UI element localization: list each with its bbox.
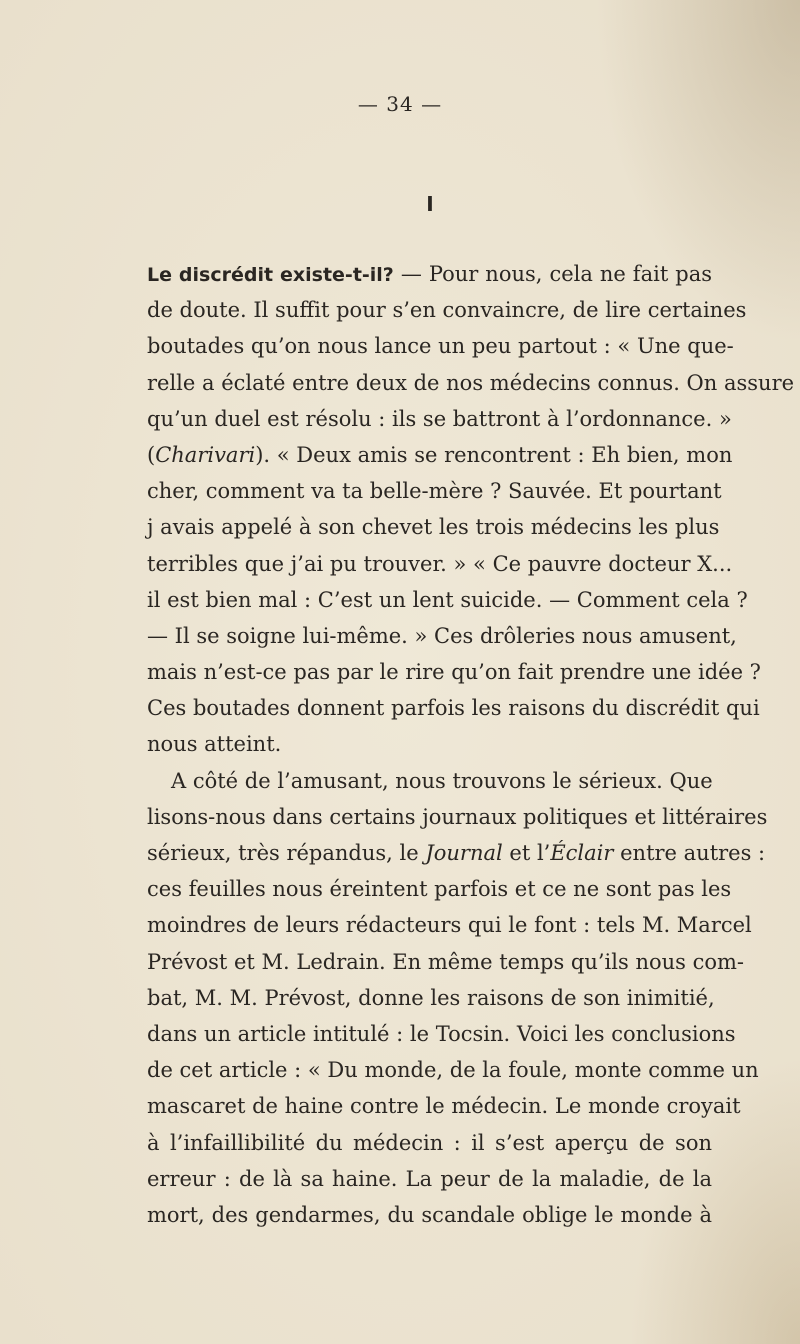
text-line: mais n’est-ce pas par le rire qu’on fait prendre une idée ? (147, 660, 761, 685)
page-number: — 34 — (357, 92, 443, 116)
text-line: j avais appelé à son chevet les trois médecins les plus (147, 515, 720, 540)
text-line: à l’infaillibilité du médecin : il s’est aperçu de son (147, 1130, 712, 1155)
text-line: ces feuilles nous éreintent parfois et ce ne sont pas les (147, 877, 732, 902)
section-heading: I (426, 192, 434, 216)
text-line: cher, comment va ta belle-mère ? Sauvée. Et pourtant (147, 479, 722, 504)
text-line: Le discrédit existe-t-il? — Pour nous, cela ne fait pas (147, 262, 712, 286)
text-line: A côté de l’amusant, nous trouvons le sérieux. Que (171, 768, 713, 793)
body-text (147, 256, 795, 1233)
text-line: terribles que j’ai pu trouver. » « Ce pauvre docteur X... (147, 551, 733, 576)
text-line: moindres de leurs rédacteurs qui le font : tels M. Marcel (147, 913, 752, 938)
italic-title: Éclair (550, 841, 614, 865)
text-line: Ces boutades donnent parfois les raisons du discrédit qui (147, 696, 760, 721)
lead-phrase: Le discrédit existe-t-il? (147, 264, 394, 286)
text-line: mascaret de haine contre le médecin. Le monde croyait (147, 1094, 741, 1119)
text-line: mort, des gendarmes, du scandale oblige le monde à (147, 1202, 712, 1227)
italic-title: Charivari (155, 442, 256, 467)
italic-title: Journal (425, 841, 503, 865)
text-line: erreur : de là sa haine. La peur de la maladie, de la (147, 1166, 712, 1191)
text-line: de doute. Il suffit pour s’en convaincre, de lire certaines (147, 298, 747, 323)
text-line: sérieux, très répandus, le Journal et l’Éclair entre autres : (147, 841, 766, 865)
text-line: — Il se soigne lui-même. » Ces drôleries nous amusent, (147, 623, 737, 648)
text-line: lisons-nous dans certains journaux politiques et littéraires (147, 804, 768, 829)
text-line: de cet article : « Du monde, de la foule, monte comme un (147, 1058, 759, 1083)
text-line: bat, M. M. Prévost, donne les raisons de son inimitié, (147, 985, 715, 1010)
text-line: qu’un duel est résolu : ils se battront à l’ordonnance. » (147, 406, 732, 431)
text-line: dans un article intitulé : le Tocsin. Voici les conclusions (147, 1021, 736, 1046)
text-line: Prévost et M. Ledrain. En même temps qu’ils nous com- (147, 949, 745, 974)
text-line: boutades qu’on nous lance un peu partout : « Une que- (147, 334, 734, 359)
text-line: relle a éclaté entre deux de nos médecins connus. On assure (147, 370, 795, 395)
text-line: (Charivari). « Deux amis se rencontrent : Eh bien, mon (147, 442, 733, 467)
text-line: il est bien mal : C’est un lent suicide. — Comment cela ? (147, 587, 748, 612)
text-line: nous atteint. (147, 732, 282, 757)
